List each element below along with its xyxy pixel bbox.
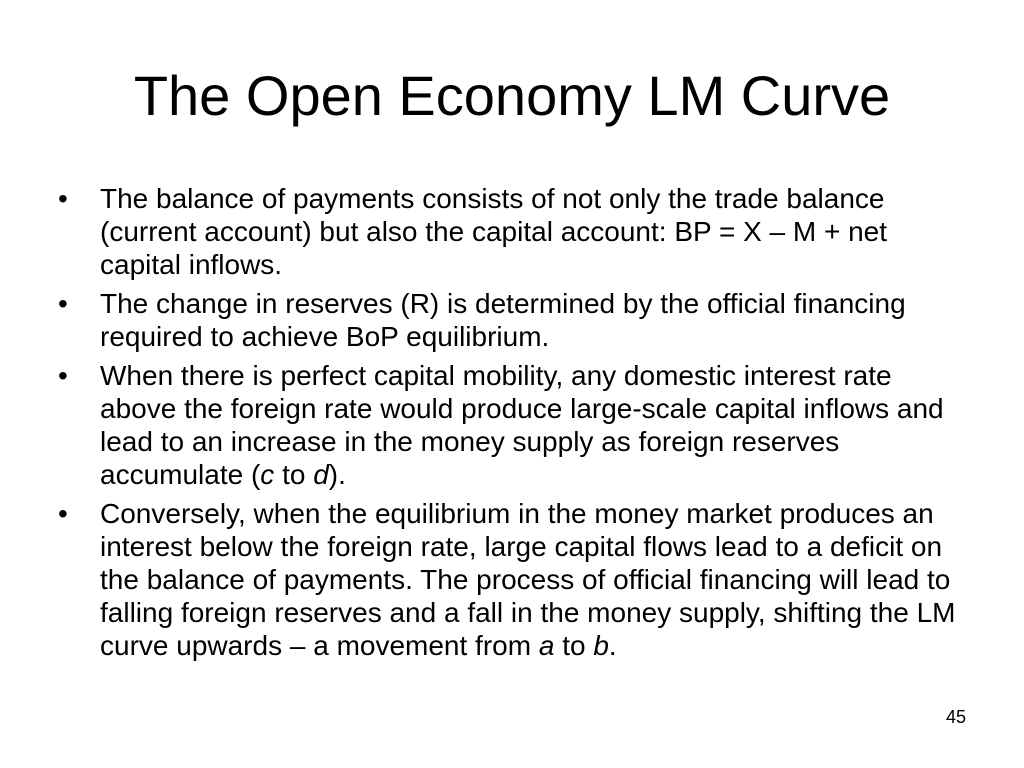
page-number: 45	[945, 707, 966, 727]
bullet-marker: •	[58, 288, 68, 319]
bullet-text-part: to	[274, 459, 314, 490]
bullet-text-part: Conversely, when the equilibrium in the money market produces an interest below the foreign rate, large capital flows lead to a deficit on the balance of payments. The process of official financing will lead to falling foreign reserves and a fall in the money supply, shifting the LM curve upwards – a movement from	[100, 498, 956, 661]
italic-label: d	[313, 459, 329, 490]
bullet-marker: •	[58, 360, 68, 391]
bullet-text	[100, 498, 956, 661]
bullet-item	[58, 182, 958, 281]
bullet-text: The change in reserves (R) is determined by the official financing required to achieve BoP equilibrium.	[100, 288, 906, 352]
bullet-text	[100, 360, 944, 490]
italic-label: a	[538, 630, 555, 661]
bullet-text-part: to	[554, 630, 594, 661]
bullet-text-part: ).	[328, 459, 346, 490]
bullet-item	[58, 287, 958, 353]
bullet-text-part: When there is perfect capital mobility, any domestic interest rate above the foreign rate would produce large-scale capital inflows and lead to an increase in the money supply as foreign reserves accumulate (	[100, 360, 944, 490]
italic-label: b	[593, 630, 609, 661]
bullet-item	[58, 359, 958, 491]
bullet-list	[58, 182, 958, 668]
bullet-marker: •	[58, 498, 68, 529]
bullet-item	[58, 497, 958, 662]
italic-label: c	[260, 459, 275, 490]
slide-title: The Open Economy LM Curve	[133, 64, 891, 127]
bullet-marker: •	[58, 183, 68, 214]
bullet-text-part: .	[608, 630, 617, 661]
bullet-text: The balance of payments consists of not only the trade balance (current account) but also the capital account: BP = X – M + net capital inflows.	[100, 183, 888, 280]
